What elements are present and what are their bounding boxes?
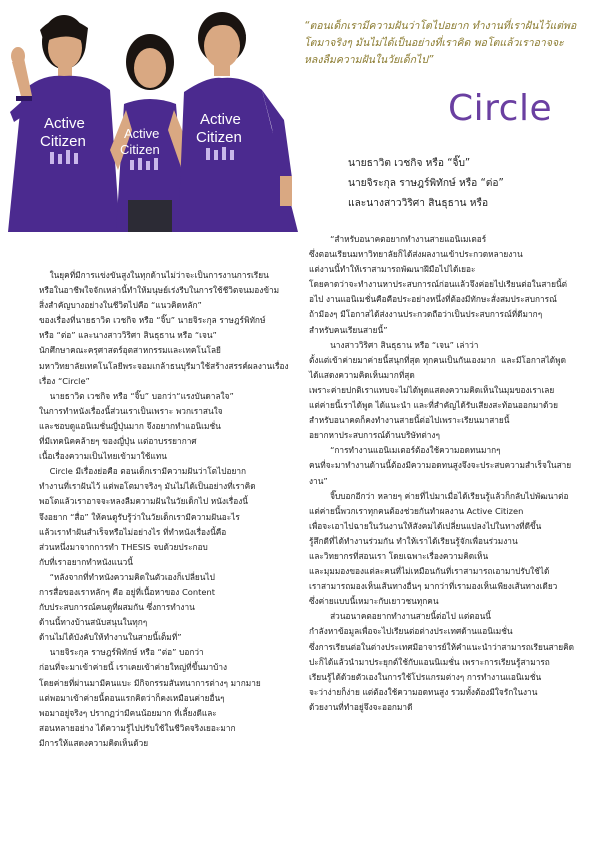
body-line: “การทำงานแอนิเมเตอร์ต้องใช้ความอดทนมากๆ [309, 445, 501, 456]
body-line: ส่วนหนึ่งมาจากการทำ THESIS จบด้วยประกอบ [39, 541, 208, 552]
body-line: แต่พอมาเข้าค่ายนี้ตอนแรกคิดว่าก็คงเหมือนค่ายอื่นๆ [39, 692, 225, 703]
body-line: สำหรับอนาคตก็คงทำงานสายนี้ต่อไปเพราะเรียนมาสายนี้ [309, 415, 510, 426]
pull-quote: “ตอนเด็กเรามีความฝันว่าโตไปอยาก ทำงานที่เราฝันไว้แต่พอโตมาจริงๆ มันไม่ได้เป็นอย่างที่เราคิด พอโตแล้วเราอาจจะหลงลืมความฝันในวัยเด็กไป” [304, 20, 577, 66]
body-line: นายจิระกุล ราษฎร์พิทักษ์ หรือ “ต่อ” บอกว่า [39, 647, 204, 658]
body-line: ในการทำหนังเรื่องนี้ส่วนเราเป็นเพราะ พวกเราสนใจ [39, 405, 223, 416]
subject-name-1: นายธาวิต เวชกิจ หรือ “จิ๊บ” [348, 158, 471, 169]
body-line: ทำงานที่เราฝันไว้ แต่พอโตมาจริงๆ มันไม่ได้เป็นอย่างที่เราคิด [39, 481, 256, 492]
body-line: สิ่งสำคัญบางอย่างในชีวิตไปคือ “แนวคิดหลัก” [39, 300, 202, 311]
subject-names [348, 154, 568, 214]
body-line: และมุมมองของแต่ละคนที่ไม่เหมือนกันที่เราสามารถเอามาปรับใช้ได้ [309, 566, 550, 577]
shirt-text-left-2: Citizen [40, 133, 86, 150]
body-line: อยากหาประสบการณ์ด้านบริษัทต่างๆ [309, 430, 440, 441]
body-line: กำลังหาข้อมูลเพื่อจะไปเรียนต่อต่างประเทศด้านแอนิเมชั่น [309, 626, 513, 637]
body-column-left [39, 268, 290, 751]
body-line: ที่มีเทคนิคคล้ายๆ ของญี่ปุ่น แต่อาบรรยากาศ [39, 436, 197, 447]
article-title: Circle [448, 88, 553, 129]
body-line: กับประสบการณ์คนดูที่ผสมกัน ซึ่งการทำงาน [39, 602, 195, 613]
body-line: พอมาอยู่จริงๆ ปรากฏว่ามีคนน้อยมาก ที่เลี้ยงดีและ [39, 707, 217, 718]
body-line: กับที่เราอยากทำหนังแนวนี้ [39, 556, 133, 567]
body-line: และชอบดูแอนิเมชั่นญี่ปุ่นมาก จึงอยากทำแอนิเมชั่น [39, 420, 221, 431]
body-line: Circle มีเรื่องย่อคือ ตอนเด็กเรามีความฝันว่าโตไปอยาก [39, 466, 247, 477]
body-line: จึงอยาก “สื่อ” ให้คนดูรับรู้ว่าในวัยเด็กเรามีความฝันอะไร [39, 511, 240, 522]
body-line: โดยค่ายที่ผ่านมามีคนแบะ มีกิจกรรมสันทนาการต่างๆ มากมาย [39, 677, 261, 688]
body-line: หรือในอาชีพใจจักเหล่านี้ทำให้มนุษย์เร่งรีบในการใช้ชีวิตจนมองข้าม [39, 285, 280, 296]
body-line: พอโตแล้วเราอาจจะหลงลืมความฝันในวัยเด็กไป หนังเรื่องนี้ [39, 496, 248, 507]
body-line: ซึ่งการเรียนต่อในต่างประเทศมีอาจารย์ให้คำแนะนำว่าสามารถเรียนสายคิด [309, 641, 575, 652]
subject-name-3: และนางสาววิริศา สินธุธาน หรือ [348, 198, 489, 209]
body-line: ซึ่งตอนเรียนมหาวิทยาลัยก็ได้ส่งผลงานเข้าประกวดหลายงาน [309, 249, 523, 260]
body-line: เพราะค่ายปกติเราแทบจะไม่ได้พูดแสดงความคิดเห็นในมุมของเราเลย [309, 384, 555, 395]
subject-name-2: นายจิระกุล ราษฎร์พิทักษ์ หรือ “ต่อ” [348, 178, 504, 189]
shirt-text-middle-2: Citizen [120, 142, 160, 157]
body-line: งาน” [309, 475, 328, 486]
body-line: ด้านไม่ได้บังคับให้ทำงานในสายนี้เต็มที่” [39, 632, 182, 643]
body-line: เพื่อจะเอาไปฉายในวันงานให้สังคมได้เปลี่ยนแปลงไปในทางที่ดีขึ้น [309, 520, 542, 531]
group-photo [0, 0, 305, 232]
body-line: หรือ “ต่อ” และนางสาววิริศา สินธุธาน หรือ “เจน” [39, 330, 217, 341]
body-line: “หลังจากที่ทำหนังความคิดในตัวเองก็เปลี่ยนไป [39, 571, 215, 582]
body-line: โดยคาดว่าจะทำงานหาประสบการณ์ก่อนแล้วจึงค่อยไปเรียนต่อในสายนี้ต่ [309, 279, 568, 290]
body-line: แล้วเราทำฝันสำเร็จหรือไม่อย่างไร ที่ทำหนังเรื่องนี้คือ [39, 526, 227, 537]
body-line: เนื้อเรื่องความเป็นไทยเข้ามาใช้แทน [39, 451, 167, 462]
body-line: สอนหลายอย่าง ได้ความรู้ไปปรับใช้ในชีวิตจริงเยอะมาก [39, 722, 236, 733]
body-line: ปะก็ได้แล้วนำมาประยุกต์ใช้กับแอนนิเมชั่น เพราะการเรียนรู้สามารถ [309, 656, 550, 667]
body-line: คนที่จะมาทำงานด้านนี้ต้องมีความอดทนสูงจึงจะประสบความสำเร็จในสาย [309, 460, 572, 471]
body-line: ซึ่งค่ายแบบนี้เหมาะกับเยาวชนทุกคน [309, 596, 439, 607]
body-line: ด้านนี้ทางบ้านสนับสนุนในทุกๆ [39, 617, 148, 628]
body-column-right [309, 232, 581, 715]
body-line: การสื่อของเราหลักๆ คือ อยู่ที่เนื้อหาของ Content [39, 586, 215, 597]
body-line: จิ๊บบอกอีกว่า หลายๆ ค่ายที่ไปมาเมื่อได้เรียนรู้แล้วก็กลับไปพัฒนาต่อ [309, 490, 569, 501]
body-line: มีการให้แสดงความคิดเห็นด้วย [39, 737, 149, 748]
body-line: ส่วนอนาคตอยากทำงานสายนี้ต่อไป แต่ตอนนี้ [309, 611, 491, 622]
shirt-text-middle-1: Active [124, 126, 160, 141]
body-line: มหาวิทยาลัยเทคโนโลยีพระจอมเกล้าธนบุรีมาใช้สร้างสรรค์ผลงานเรื่อง [39, 360, 289, 371]
shirt-text-left-1: Active [44, 115, 85, 132]
body-line: นางสาววิริศา สินธุธาน หรือ “เจน” เล่าว่า [309, 339, 479, 350]
shirt-text-right-2: Citizen [196, 129, 242, 146]
body-line: จะว่าง่ายก็ง่าย แต่ต้องใช้ความอดทนสูง รวมทั้งต้องมีใจรักในงาน [309, 686, 538, 697]
body-line: เรียนรู้ได้ด้วยตัวเองในการใช้โปรแกรมต่างๆ การทำงานแอนิเมชั่น [309, 671, 542, 682]
body-line: แต่งานนี้ทำให้เราสามารถพัฒนาฝีมือไปได้เยอะ [309, 264, 476, 275]
body-line: ด้วยงานที่ทำอยู่จึงจะออกมาดี [309, 701, 413, 712]
body-line: ในยุคที่มีการแข่งขันสูงในทุกด้านไม่ว่าจะเป็นการงานการเรียน [39, 270, 269, 280]
body-line: ถ้ามีองๆ มีโอกาสได้ส่งงานประกวดถือว่าเป็นประสบการณ์ที่ดีมากๆ [309, 309, 543, 320]
body-line: อไป งานแอนิเมชั่นคือคือประอย่างหนึ่งที่ต้องมีทักษะสั่งสมประสบการณ์ [309, 294, 557, 305]
body-line: นักศึกษาคณะครุศาสตร์อุตสาหกรรมและเทคโนโลยี [39, 345, 221, 356]
body-line: “สำหรับอนาคตอยากทำงานสายแอนิเมเตอร์ [309, 234, 487, 244]
body-line: สำหรับคนเรียนสายนี้” [309, 324, 388, 335]
body-line: ตั้งแต่เข้าค่ายมาค่ายนี้สนุกที่สุด ทุกคนเป็นกันเองมาก และมีโอกาสได้พูด [309, 354, 567, 365]
body-line: เรื่อง “Circle” [39, 375, 90, 386]
body-line: เราสามารถมองเห็นเส้นทางอื่นๆ มากว่าที่เรามองเห็นเพียงเส้นทางเดียว [309, 581, 558, 592]
body-line: ก่อนที่จะมาเข้าค่ายนี้ เราเคยเข้าค่ายใหญ่ที่ขึ้นมาบ้าง [39, 662, 228, 673]
body-line: รู้สึกดีที่ได้ทำงานร่วมกัน ทำให้เราได้เรียนรู้จักเพื่อนร่วมงาน [309, 535, 518, 546]
body-line: และวิทยากรที่สอนเรา โดยเฉพาะเรื่องความคิดเห็น [309, 550, 489, 561]
shirt-text-right-1: Active [200, 111, 241, 128]
body-line: ได้แสดงความคิดเห็นมากที่สุด [309, 369, 415, 380]
body-line: ของเรื่องที่นายธาวิต เวชกิจ หรือ “จิ๊บ” นายจิระกุล ราษฎร์พิทักษ์ [39, 315, 266, 326]
group-photo-illustration [0, 0, 305, 232]
body-line: แต่ค่ายนี้พวกเราทุกคนต้องช่วยกันทำผลงาน Active Citizen [309, 505, 524, 516]
body-line: นายธาวิต เวชกิจ หรือ “จิ๊บ” บอกว่า“แรงบันดาลใจ” [39, 390, 234, 401]
body-line: แต่ค่ายนี้เราได้พูด ได้แนะนำ และที่สำคัญได้รับเสียงสะท้อนออกมาด้วย [309, 400, 558, 411]
